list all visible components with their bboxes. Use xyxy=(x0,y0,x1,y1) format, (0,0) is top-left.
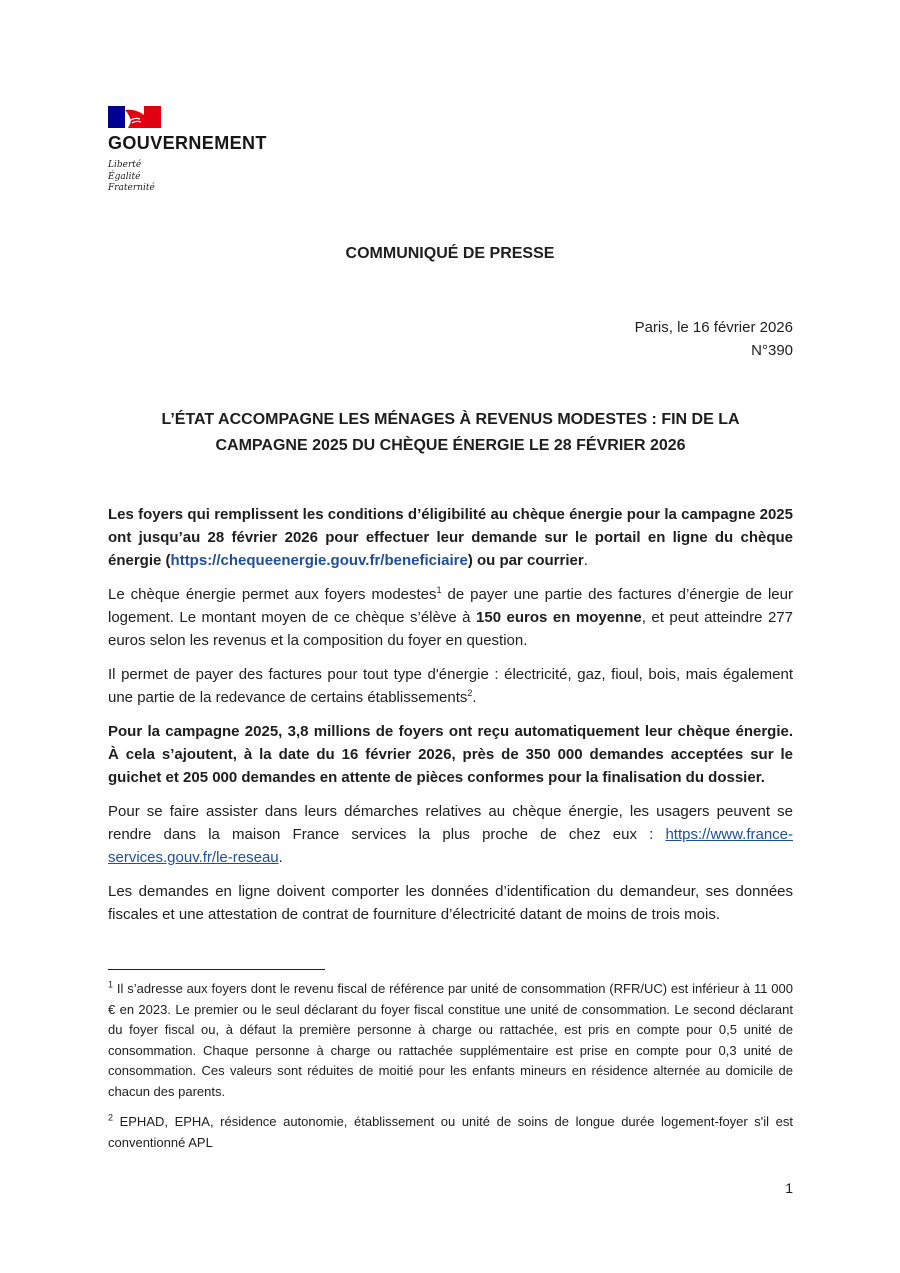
footnote-2-marker: 2 xyxy=(108,1112,114,1123)
footnote-1 xyxy=(108,979,793,1102)
footnote-1-text: Il s’adresse aux foyers dont le revenu fiscal de référence par unité de consommation (RFR/UC) est inférieur à 11 000 € en 2023. Le premier ou le seul déclarant du foyer fiscal constitue une unité de consommation. Le second déclarant du foyer fiscal ou, à défaut la première personne à charge ou rattachée, est pris en compte pour 0,5 unité de consommation. Chaque personne à charge ou rattachée supplémentaire est prise en compte pour 0,3 unité de consommation. Ces valeurs sont réduites de moitié pour les enfants mineurs en résidence alternée au domicile de chacun des parents. xyxy=(108,981,793,1099)
dateline xyxy=(635,316,793,362)
beneficiary-portal-link[interactable]: https://chequeenergie.gouv.fr/beneficiaire xyxy=(170,552,468,569)
energy-types-text: Il permet de payer des factures pour tout type d'énergie : électricité, gaz, fioul, bois, mais également une partie de la redevance de certains établissements xyxy=(108,666,793,706)
amount-text-a: Le chèque énergie permet aux foyers modestes xyxy=(108,586,437,603)
amount-text-b: de payer une partie des factures d’énergie de leur logement. Le montant moyen de ce chèque s’élève à xyxy=(108,586,793,626)
motto-fraternite: Fraternité xyxy=(108,183,155,193)
amount-average: 150 euros en moyenne xyxy=(476,609,642,626)
footnote-ref-1: 1 xyxy=(436,585,442,595)
paragraph-amount xyxy=(108,583,793,652)
headline xyxy=(108,407,793,459)
headline-line-2: CAMPAGNE 2025 DU CHÈQUE ÉNERGIE LE 28 FÉVRIER 2026 xyxy=(215,437,686,454)
footnote-ref-2: 2 xyxy=(467,688,473,698)
footnote-2 xyxy=(108,1112,793,1153)
paragraph-campaign-figures: Pour la campagne 2025, 3,8 millions de foyers ont reçu automatiquement leur chèque énergie. À cela s’ajoutent, à la date du 16 février 2026, près de 350 000 demandes acceptées sur le guichet et 205 000 demandes en attente de pièces conformes pour la finalisation du dossier. xyxy=(108,723,793,786)
paragraph-energy-types xyxy=(108,663,793,709)
body-text xyxy=(108,503,793,937)
amount-text-c: , et peut atteindre 277 euros selon les revenus et la composition du foyer en question. xyxy=(108,609,793,649)
footnote-1-marker: 1 xyxy=(108,979,114,990)
release-number: N°390 xyxy=(751,342,793,359)
motto-egalite: Égalité xyxy=(108,171,141,182)
press-release-title: COMMUNIQUÉ DE PRESSE xyxy=(345,245,555,262)
energy-types-end: . xyxy=(472,689,477,706)
marianne-flag-icon xyxy=(108,106,161,128)
assistance-end: . xyxy=(278,849,283,866)
motto-liberte: Liberté xyxy=(108,160,142,170)
place-date: Paris, le 16 février 2026 xyxy=(634,319,793,336)
page-number: 1 xyxy=(785,1180,793,1196)
assistance-text: Pour se faire assister dans leurs démarches relatives au chèque énergie, les usagers peuvent se rendre dans la maison France services la plus proche de chez eux : xyxy=(108,803,793,843)
republic-motto xyxy=(108,160,308,195)
footnotes xyxy=(108,979,793,1163)
government-logo xyxy=(108,106,308,195)
france-services-link[interactable]: https://www.france-services.gouv.fr/le-reseau xyxy=(108,826,793,866)
intro-text-end: ) ou par courrier xyxy=(467,552,584,569)
footnote-divider xyxy=(108,969,325,970)
footnote-2-text: EPHAD, EPHA, résidence autonomie, établissement ou unité de soins de longue durée logement-foyer s'il est conventionné APL xyxy=(108,1114,793,1150)
paragraph-assistance xyxy=(108,800,793,869)
intro-period: . xyxy=(583,552,588,569)
paragraph-intro xyxy=(108,503,793,572)
intro-text: Les foyers qui remplissent les conditions d’éligibilité au chèque énergie pour la campagne 2025 ont jusqu’au 28 février 2026 pour effectuer leur demande sur le portail en ligne du chèque énergie ( xyxy=(108,506,793,569)
headline-line-1: L’ÉTAT ACCOMPAGNE LES MÉNAGES À REVENUS MODESTES : FIN DE LA xyxy=(161,411,740,428)
government-wordmark: GOUVERNEMENT xyxy=(108,133,267,153)
paragraph-requirements: Les demandes en ligne doivent comporter les données d’identification du demandeur, ses données fiscales et une attestation de contrat de fourniture d’électricité datant de moins de trois mois. xyxy=(108,883,793,923)
